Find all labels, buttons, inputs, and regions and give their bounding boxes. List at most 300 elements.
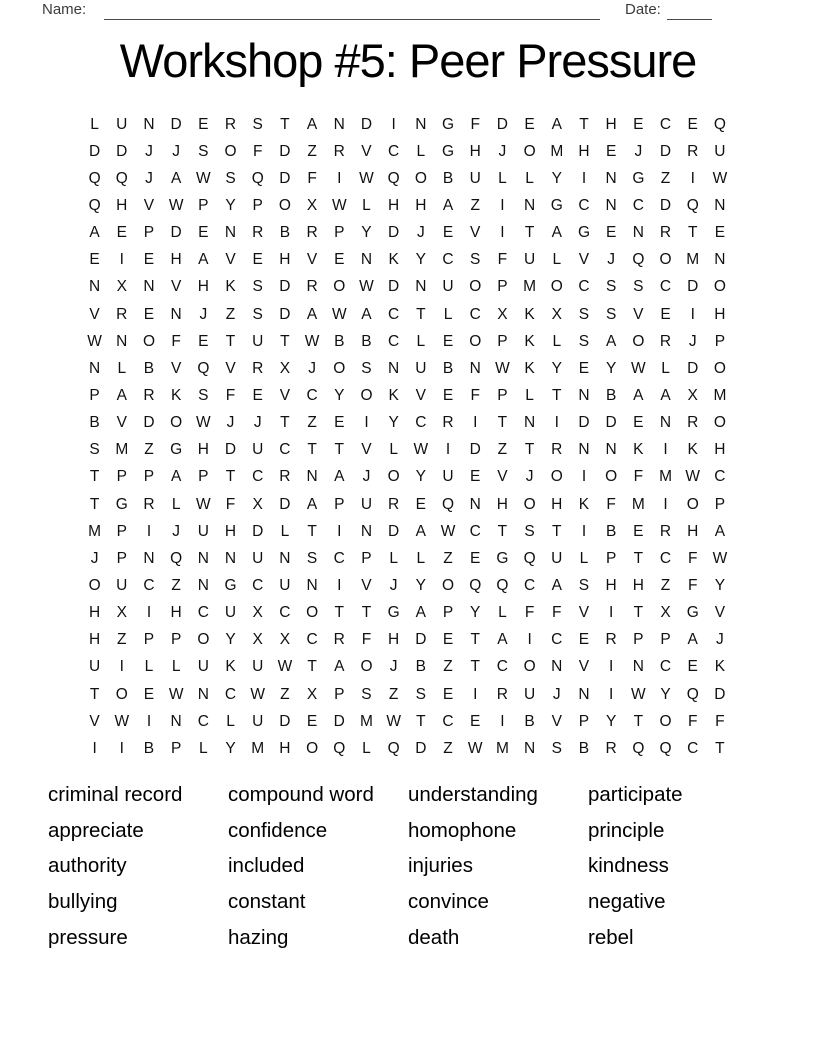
grid-letter: L	[552, 332, 562, 350]
grid-letter: N	[578, 386, 590, 404]
grid-letter: H	[170, 251, 182, 269]
grid-letter: V	[578, 604, 590, 622]
grid-letter: H	[197, 278, 209, 296]
grid-letter: X	[252, 631, 263, 649]
grid-letter: Y	[605, 712, 617, 730]
grid-letter: S	[225, 169, 236, 187]
grid-letter: Y	[334, 386, 345, 404]
grid-letter: V	[361, 441, 372, 459]
grid-letter: N	[523, 739, 536, 757]
grid-letter: O	[306, 604, 319, 622]
grid-letter: K	[687, 441, 698, 459]
grid-letter: R	[143, 386, 155, 404]
grid-letter: O	[550, 278, 563, 296]
word-list-column	[228, 777, 408, 956]
grid-letter: H	[605, 576, 617, 594]
grid-letter: J	[716, 631, 724, 649]
grid-letter: S	[252, 305, 263, 323]
grid-letter: B	[415, 658, 427, 676]
grid-letter: N	[605, 441, 617, 459]
word-list-column	[408, 777, 588, 956]
grid-letter: T	[497, 522, 508, 540]
word-list-item: participate	[588, 783, 683, 806]
grid-letter: N	[88, 359, 101, 377]
grid-letter: E	[633, 414, 644, 432]
grid-letter: D	[88, 142, 101, 160]
grid-letter: B	[143, 359, 155, 377]
grid-letter: I	[690, 169, 695, 187]
grid-letter: O	[88, 576, 101, 594]
grid-letter: H	[388, 631, 400, 649]
grid-letter: E	[470, 712, 481, 730]
grid-letter: K	[388, 251, 399, 269]
grid-letter: Q	[713, 115, 726, 133]
grid-letter: R	[333, 631, 345, 649]
grid-letter: H	[197, 441, 209, 459]
grid-letter: J	[172, 522, 181, 540]
grid-letter: D	[578, 414, 590, 432]
grid-letter: T	[552, 386, 562, 404]
grid-letter: P	[143, 631, 155, 649]
grid-letter: D	[496, 115, 508, 133]
grid-letter: Z	[497, 441, 508, 459]
grid-letter: W	[114, 712, 130, 730]
grid-letter: B	[361, 332, 372, 350]
grid-letter: A	[170, 169, 182, 187]
grid-letter: C	[415, 414, 427, 432]
grid-letter: L	[552, 251, 562, 269]
grid-letter: N	[415, 278, 427, 296]
word-list-item: rebel	[588, 925, 634, 949]
grid-letter: S	[252, 278, 263, 296]
grid-letter: Z	[660, 169, 671, 187]
grid-letter: F	[524, 604, 535, 622]
grid-letter: N	[224, 224, 237, 242]
grid-letter: G	[496, 549, 509, 567]
grid-letter: N	[388, 359, 400, 377]
grid-letter: R	[605, 739, 617, 757]
grid-letter: Y	[415, 251, 427, 269]
word-list-item: included	[228, 854, 305, 878]
grid-letter: K	[524, 305, 535, 323]
grid-letter: W	[277, 658, 293, 676]
grid-letter: C	[659, 549, 672, 567]
grid-letter: W	[440, 522, 456, 540]
grid-letter: C	[197, 712, 209, 730]
grid-letter: O	[523, 495, 536, 513]
grid-letter: D	[279, 495, 291, 513]
grid-letter: O	[170, 414, 183, 432]
grid-letter: C	[252, 576, 264, 594]
grid-letter: J	[389, 658, 398, 676]
grid-letter: U	[252, 549, 264, 567]
grid-letter: O	[333, 278, 346, 296]
grid-letter: A	[415, 522, 427, 540]
grid-letter: N	[197, 549, 209, 567]
grid-letter: A	[551, 576, 562, 594]
grid-letter: G	[170, 441, 183, 459]
grid-letter: T	[89, 685, 100, 703]
grid-letter: T	[361, 604, 372, 622]
grid-letter: R	[143, 495, 155, 513]
grid-letter: I	[146, 712, 152, 730]
grid-letter: R	[306, 224, 318, 242]
grid-letter: S	[578, 576, 590, 594]
grid-letter: E	[687, 658, 698, 676]
grid-letter: C	[714, 468, 726, 486]
grid-letter: X	[116, 604, 127, 622]
grid-letter: Z	[171, 576, 181, 594]
grid-letter: C	[197, 604, 209, 622]
grid-letter: T	[225, 468, 236, 486]
grid-letter: M	[686, 251, 700, 269]
grid-letter: T	[524, 224, 535, 242]
grid-letter: J	[498, 142, 507, 160]
grid-letter: E	[714, 224, 726, 242]
grid-letter: W	[495, 359, 510, 377]
grid-letter: C	[388, 305, 400, 323]
grid-letter: F	[361, 631, 372, 649]
grid-letter: T	[89, 468, 100, 486]
grid-letter: N	[578, 685, 590, 703]
grid-letter: Z	[117, 631, 127, 649]
grid-letter: A	[551, 115, 562, 133]
grid-letter: T	[497, 414, 508, 432]
grid-letter: I	[337, 169, 342, 187]
grid-letter: M	[251, 739, 265, 757]
grid-letter: L	[117, 359, 127, 377]
grid-letter: L	[443, 305, 453, 323]
grid-letter: Y	[225, 196, 236, 214]
grid-letter: I	[609, 685, 614, 703]
grid-letter: D	[224, 441, 237, 459]
grid-letter: X	[252, 495, 263, 513]
grid-letter: P	[89, 386, 100, 404]
grid-letter: P	[578, 712, 590, 730]
grid-letter: E	[605, 142, 617, 160]
grid-letter: B	[442, 169, 454, 187]
grid-letter: U	[360, 495, 373, 513]
grid-letter: H	[687, 522, 699, 540]
grid-letter: T	[633, 604, 644, 622]
grid-letter: P	[198, 196, 209, 214]
grid-letter: D	[143, 414, 155, 432]
grid-letter: D	[605, 414, 617, 432]
grid-letter: L	[416, 549, 426, 567]
grid-letter: N	[469, 495, 481, 513]
grid-letter: V	[551, 712, 562, 730]
grid-letter: N	[360, 522, 373, 540]
grid-letter: P	[334, 495, 345, 513]
grid-letter: O	[360, 386, 373, 404]
word-list-column	[48, 777, 228, 956]
grid-letter: Q	[387, 739, 400, 757]
grid-letter: E	[633, 522, 644, 540]
grid-letter: E	[334, 251, 345, 269]
grid-letter: Y	[551, 359, 562, 377]
grid-letter: H	[632, 576, 644, 594]
grid-letter: O	[333, 359, 346, 377]
grid-letter: C	[659, 278, 672, 296]
grid-letter: W	[196, 169, 211, 187]
grid-letter: V	[89, 712, 100, 730]
grid-letter: I	[146, 522, 152, 540]
grid-letter: W	[168, 685, 184, 703]
grid-letter: I	[119, 739, 124, 757]
grid-letter: Q	[197, 359, 210, 377]
grid-letter: O	[115, 685, 128, 703]
grid-letter: H	[88, 631, 101, 649]
grid-letter: B	[578, 739, 590, 757]
grid-letter: U	[252, 332, 264, 350]
grid-letter: N	[143, 115, 155, 133]
grid-letter: Q	[115, 169, 128, 187]
grid-letter: E	[442, 386, 454, 404]
grid-letter: H	[415, 196, 427, 214]
grid-letter: R	[333, 142, 345, 160]
grid-letter: A	[116, 386, 127, 404]
grid-letter: C	[442, 712, 454, 730]
word-list-item: compound word	[228, 783, 374, 806]
grid-letter: V	[470, 224, 481, 242]
grid-letter: P	[252, 196, 263, 214]
grid-letter: E	[252, 251, 263, 269]
grid-letter: C	[578, 278, 590, 296]
grid-letter: C	[496, 658, 508, 676]
grid-letter: B	[334, 332, 345, 350]
grid-letter: Q	[632, 251, 645, 269]
grid-letter: T	[633, 712, 644, 730]
grid-letter: N	[605, 169, 617, 187]
grid-letter: I	[500, 224, 505, 242]
grid-letter: C	[469, 522, 481, 540]
grid-letter: N	[551, 658, 563, 676]
grid-letter: O	[632, 332, 645, 350]
grid-letter: X	[306, 685, 318, 703]
grid-letter: C	[143, 576, 155, 594]
grid-letter: Q	[88, 196, 101, 214]
grid-letter: Z	[443, 739, 453, 757]
grid-letter: P	[497, 332, 508, 350]
grid-letter: S	[551, 739, 562, 757]
grid-letter: Z	[307, 142, 317, 160]
grid-letter: W	[304, 332, 320, 350]
grid-letter: Q	[659, 739, 672, 757]
grid-letter: M	[495, 739, 509, 757]
grid-letter: Y	[225, 739, 236, 757]
grid-letter: M	[115, 441, 129, 459]
grid-letter: U	[197, 522, 209, 540]
grid-letter: A	[306, 495, 318, 513]
grid-letter: R	[252, 224, 264, 242]
grid-letter: Q	[442, 495, 455, 513]
grid-letter: W	[331, 196, 347, 214]
grid-letter: H	[279, 739, 291, 757]
grid-letter: D	[388, 522, 400, 540]
grid-letter: O	[306, 739, 319, 757]
grid-letter: M	[550, 142, 564, 160]
grid-letter: J	[308, 359, 316, 377]
grid-letter: C	[252, 468, 264, 486]
grid-letter: X	[687, 386, 698, 404]
grid-letter: Y	[415, 576, 427, 594]
grid-letter: Q	[387, 169, 400, 187]
grid-letter: P	[143, 224, 155, 242]
grid-letter: N	[333, 115, 345, 133]
grid-letter: L	[362, 739, 371, 757]
grid-letter: V	[497, 468, 508, 486]
grid-letter: K	[524, 359, 535, 377]
grid-letter: M	[523, 278, 537, 296]
word-list-item: negative	[588, 890, 666, 914]
grid-letter: G	[442, 115, 455, 133]
grid-letter: G	[686, 604, 699, 622]
grid-letter: D	[170, 224, 182, 242]
grid-letter: J	[145, 142, 153, 160]
grid-letter: U	[442, 278, 454, 296]
grid-letter: O	[523, 142, 536, 160]
word-list-item: authority	[48, 854, 127, 878]
grid-letter: V	[116, 414, 127, 432]
word-list-item: hazing	[228, 925, 289, 949]
grid-letter: N	[143, 549, 155, 567]
grid-letter: Z	[388, 685, 399, 703]
grid-letter: Y	[551, 169, 562, 187]
grid-letter: P	[361, 549, 372, 567]
grid-letter: C	[388, 332, 400, 350]
grid-letter: H	[469, 142, 481, 160]
grid-letter: W	[196, 495, 211, 513]
grid-letter: S	[605, 305, 617, 323]
grid-letter: R	[605, 631, 617, 649]
grid-letter: S	[252, 115, 263, 133]
grid-letter: Q	[88, 169, 101, 187]
grid-letter: Q	[686, 196, 699, 214]
grid-letter: Y	[605, 359, 617, 377]
grid-letter: O	[197, 631, 210, 649]
grid-letter: F	[633, 468, 644, 486]
grid-letter: R	[496, 685, 508, 703]
grid-letter: V	[361, 576, 372, 594]
grid-letter: C	[469, 305, 481, 323]
grid-letter: T	[307, 658, 317, 676]
grid-letter: O	[686, 495, 699, 513]
grid-letter: S	[89, 441, 100, 459]
grid-letter: Q	[170, 549, 183, 567]
grid-letter: Y	[415, 468, 427, 486]
grid-letter: P	[442, 604, 454, 622]
grid-letter: K	[388, 386, 399, 404]
grid-letter: V	[361, 142, 372, 160]
grid-letter: O	[224, 142, 237, 160]
grid-letter: C	[333, 549, 345, 567]
word-list-item: convince	[408, 890, 489, 914]
grid-letter: J	[362, 468, 371, 486]
grid-letter: W	[712, 169, 728, 187]
grid-letter: P	[497, 278, 508, 296]
grid-letter: C	[659, 115, 672, 133]
grid-letter: U	[252, 441, 264, 459]
word-list-item: criminal record	[48, 783, 183, 806]
grid-letter: P	[334, 224, 345, 242]
grid-letter: J	[607, 251, 616, 269]
grid-letter: L	[226, 712, 235, 730]
grid-letter: E	[605, 224, 617, 242]
grid-letter: P	[633, 631, 644, 649]
grid-letter: E	[116, 224, 127, 242]
grid-letter: E	[470, 468, 481, 486]
grid-letter: O	[142, 332, 155, 350]
grid-letter: H	[714, 441, 726, 459]
grid-letter: P	[170, 631, 182, 649]
grid-letter: E	[524, 115, 535, 133]
grid-letter: N	[306, 468, 318, 486]
grid-letter: D	[279, 278, 291, 296]
grid-letter: W	[359, 169, 374, 187]
grid-letter: D	[333, 712, 345, 730]
grid-letter: B	[279, 224, 291, 242]
grid-letter: A	[170, 468, 182, 486]
grid-letter: T	[470, 631, 480, 649]
grid-letter: W	[331, 305, 347, 323]
grid-letter: V	[225, 359, 236, 377]
grid-letter: V	[170, 278, 182, 296]
grid-letter: B	[605, 386, 617, 404]
grid-letter: N	[578, 441, 590, 459]
grid-letter: J	[172, 142, 181, 160]
grid-letter: N	[88, 278, 101, 296]
grid-letter: S	[578, 332, 590, 350]
grid-letter: F	[225, 495, 236, 513]
grid-letter: I	[581, 468, 587, 486]
grid-letter: R	[306, 278, 318, 296]
grid-letter: C	[306, 631, 318, 649]
grid-letter: O	[713, 359, 726, 377]
grid-letter: K	[225, 658, 236, 676]
grid-letter: Z	[660, 576, 671, 594]
grid-letter: A	[633, 386, 644, 404]
grid-letter: A	[306, 305, 318, 323]
grid-letter: H	[388, 196, 400, 214]
grid-letter: I	[609, 658, 614, 676]
grid-letter: D	[687, 278, 699, 296]
grid-letter: I	[119, 251, 124, 269]
grid-letter: T	[416, 305, 426, 323]
grid-letter: N	[197, 576, 209, 594]
grid-letter: H	[88, 604, 101, 622]
grid-letter: J	[416, 224, 425, 242]
grid-letter: W	[712, 549, 728, 567]
grid-letter: O	[523, 658, 536, 676]
grid-letter: S	[198, 142, 209, 160]
grid-letter: I	[500, 712, 505, 730]
grid-letter: U	[88, 658, 101, 676]
grid-letter: N	[360, 251, 373, 269]
grid-letter: V	[415, 386, 427, 404]
word-list-item: principle	[588, 818, 665, 842]
grid-letter: P	[170, 739, 182, 757]
grid-letter: I	[663, 441, 668, 459]
page-title: Workshop #5: Peer Pressure	[119, 34, 697, 87]
grid-letter: L	[389, 441, 398, 459]
grid-letter: U	[415, 359, 427, 377]
grid-letter: W	[685, 468, 701, 486]
grid-letter: D	[415, 631, 427, 649]
grid-letter: T	[633, 549, 644, 567]
grid-letter: O	[442, 576, 455, 594]
grid-letter: T	[280, 414, 290, 432]
grid-letter: J	[253, 414, 262, 432]
